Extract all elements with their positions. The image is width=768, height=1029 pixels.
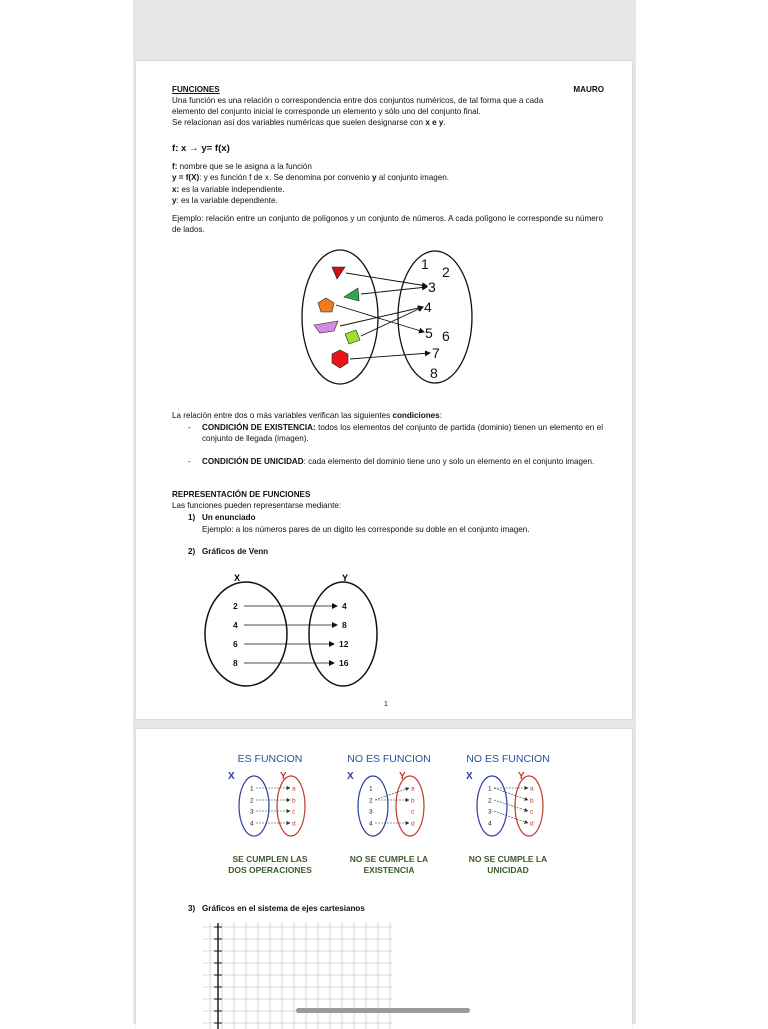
panel-1-right-item: a — [292, 785, 296, 793]
cartesian-grid — [196, 923, 392, 1029]
conditions-intro: La relación entre dos o más variables verifican las siguientes condiciones: — [172, 411, 442, 420]
panel-1-left-item: 3 — [250, 808, 254, 816]
definition-x: x: es la variable independiente. — [172, 185, 285, 194]
intro-line-3: Se relacionan así dos variables numéricas que suelen designarse con x e y. — [172, 118, 446, 127]
venn-x-label: X — [233, 573, 241, 583]
panel-1-y-oval — [277, 776, 305, 836]
document-page-1 — [136, 61, 632, 719]
number-4: 4 — [424, 299, 432, 315]
home-indicator[interactable] — [296, 1008, 470, 1013]
panel-3-y-label: Y — [518, 771, 525, 782]
panel-3-arrow — [494, 811, 528, 823]
venn-y-8: 8 — [342, 620, 347, 630]
number-7: 7 — [432, 345, 440, 361]
condition-uniqueness: CONDICIÓN DE UNICIDAD: cada elemento del dominio tiene uno y solo un elemento en el conjunto imagen. — [202, 457, 595, 466]
item-3-number: 3) — [188, 904, 196, 913]
venn-x-2: 2 — [233, 601, 238, 611]
venn-y-4: 4 — [342, 601, 347, 611]
item-1-title: Un enunciado — [202, 513, 256, 522]
definition-y-variable: y: es la variable dependiente. — [172, 196, 278, 205]
panel-3-x-label: X — [466, 771, 473, 782]
panel-2-header: NO ES FUNCION — [347, 753, 431, 765]
bullet-2: - — [188, 457, 191, 466]
venn-y-oval — [309, 582, 377, 686]
panel-1-caption: DOS OPERACIONES — [228, 865, 312, 875]
right-margin — [636, 0, 768, 1024]
panel-3-right-item: a — [530, 785, 534, 793]
definition-y: y = f(X): y es función f de x. Se denomina por convenio y al conjunto imagen. — [172, 173, 449, 182]
panel-1-left-item: 1 — [250, 785, 254, 793]
panel-3-arrow — [494, 800, 528, 811]
panel-1-right-item: d — [292, 820, 296, 828]
panel-1-left-item: 4 — [250, 820, 254, 828]
author-name: MAURO — [573, 85, 604, 94]
panel-3-left-item: 1 — [488, 785, 492, 793]
item-2-title: Gráficos de Venn — [202, 547, 269, 556]
panel-2-y-label: Y — [399, 771, 406, 782]
panel-3-left-item: 4 — [488, 820, 492, 828]
panel-1-right-item: b — [292, 797, 296, 805]
panel-3-caption: NO SE CUMPLE LA — [468, 854, 548, 864]
panel-3-y-oval — [515, 776, 543, 836]
intro-line-1: Una función es una relación o correspondencia entre dos conjuntos numéricos, de tal forma que a cada — [172, 96, 544, 105]
panel-2-left-item: 3 — [369, 808, 373, 816]
panel-3-header: NO ES FUNCION — [466, 753, 550, 765]
number-5: 5 — [425, 325, 433, 341]
document-page-2 — [136, 729, 632, 1029]
panel-1-y-label: Y — [280, 771, 287, 782]
bullet-1: - — [188, 423, 191, 432]
panel-2-left-item: 4 — [369, 820, 373, 828]
number-2: 2 — [442, 264, 450, 280]
panel-3-right-item: c — [530, 808, 534, 816]
representation-title: REPRESENTACIÓN DE FUNCIONES — [172, 490, 311, 499]
panel-1-caption: SE CUMPLEN LAS — [232, 854, 308, 864]
number-8: 8 — [430, 365, 438, 381]
venn-y-12: 12 — [339, 639, 349, 649]
panel-1-x-oval — [239, 776, 269, 836]
venn-x-6: 6 — [233, 639, 238, 649]
venn-x-8: 8 — [233, 658, 238, 668]
number-3: 3 — [428, 279, 436, 295]
venn-y-16: 16 — [339, 658, 349, 668]
representation-intro: Las funciones pueden representarse mediante: — [172, 501, 342, 510]
example-polygons: Ejemplo: relación entre un conjunto de polígonos y un conjunto de números. A cada polígono le corresponde su número de lados. — [172, 214, 603, 235]
panel-2-right-item: b — [411, 797, 415, 805]
left-margin — [0, 0, 133, 1024]
intro-line-2: elemento del conjunto inicial le corresponde un elemento y sólo uno del conjunto final. — [172, 107, 481, 116]
doc-title: FUNCIONES — [172, 85, 220, 94]
document-canvas[interactable] — [133, 0, 636, 1024]
panel-1-right-item: c — [292, 808, 296, 816]
panel-2-arrow — [375, 788, 409, 800]
panel-1-left-item: 2 — [250, 797, 254, 805]
page-number: 1 — [384, 701, 388, 708]
item-1-number: 1) — [188, 513, 196, 522]
venn-y-label: Y — [341, 573, 349, 583]
venn-diagram — [136, 61, 632, 719]
panel-3-left-item: 3 — [488, 808, 492, 816]
number-6: 6 — [442, 328, 450, 344]
panel-2-left-item: 2 — [369, 797, 373, 805]
panel-2-right-item: a — [411, 785, 415, 793]
venn-x-4: 4 — [233, 620, 238, 630]
condition-existence: CONDICIÓN DE EXISTENCIA: todos los elementos del conjunto de partida (dominio) tienen un elemento en el conjunto de llegada (imagen). — [202, 423, 604, 444]
definition-f: f: nombre que se le asigna a la función — [172, 162, 312, 171]
panel-3-caption: UNICIDAD — [487, 865, 529, 875]
venn-x-oval — [205, 582, 287, 686]
panel-3-left-item: 2 — [488, 797, 492, 805]
panel-2-x-oval — [358, 776, 388, 836]
panel-2-caption: EXISTENCIA — [363, 865, 415, 875]
function-formula: f: x → y= f(x) — [172, 143, 230, 154]
number-1: 1 — [421, 256, 429, 272]
panel-3-right-item: d — [530, 820, 534, 828]
panel-2-y-oval — [396, 776, 424, 836]
panel-3-right-item: b — [530, 797, 534, 805]
panel-2-left-item: 1 — [369, 785, 373, 793]
item-1-example: Ejemplo: a los números pares de un digito les corresponde su doble en el conjunto imagen. — [202, 525, 530, 534]
panel-2-x-label: X — [347, 771, 354, 782]
panel-3-x-oval — [477, 776, 507, 836]
panel-2-right-item: c — [411, 808, 415, 816]
panel-2-right-item: d — [411, 820, 415, 828]
panel-1-x-label: X — [228, 771, 235, 782]
panel-2-caption: NO SE CUMPLE LA — [349, 854, 429, 864]
item-3-title: Gráficos en el sistema de ejes cartesianos — [202, 904, 365, 913]
item-2-number: 2) — [188, 547, 196, 556]
panel-3-arrow — [494, 788, 528, 800]
panel-1-header: ES FUNCION — [237, 753, 303, 765]
